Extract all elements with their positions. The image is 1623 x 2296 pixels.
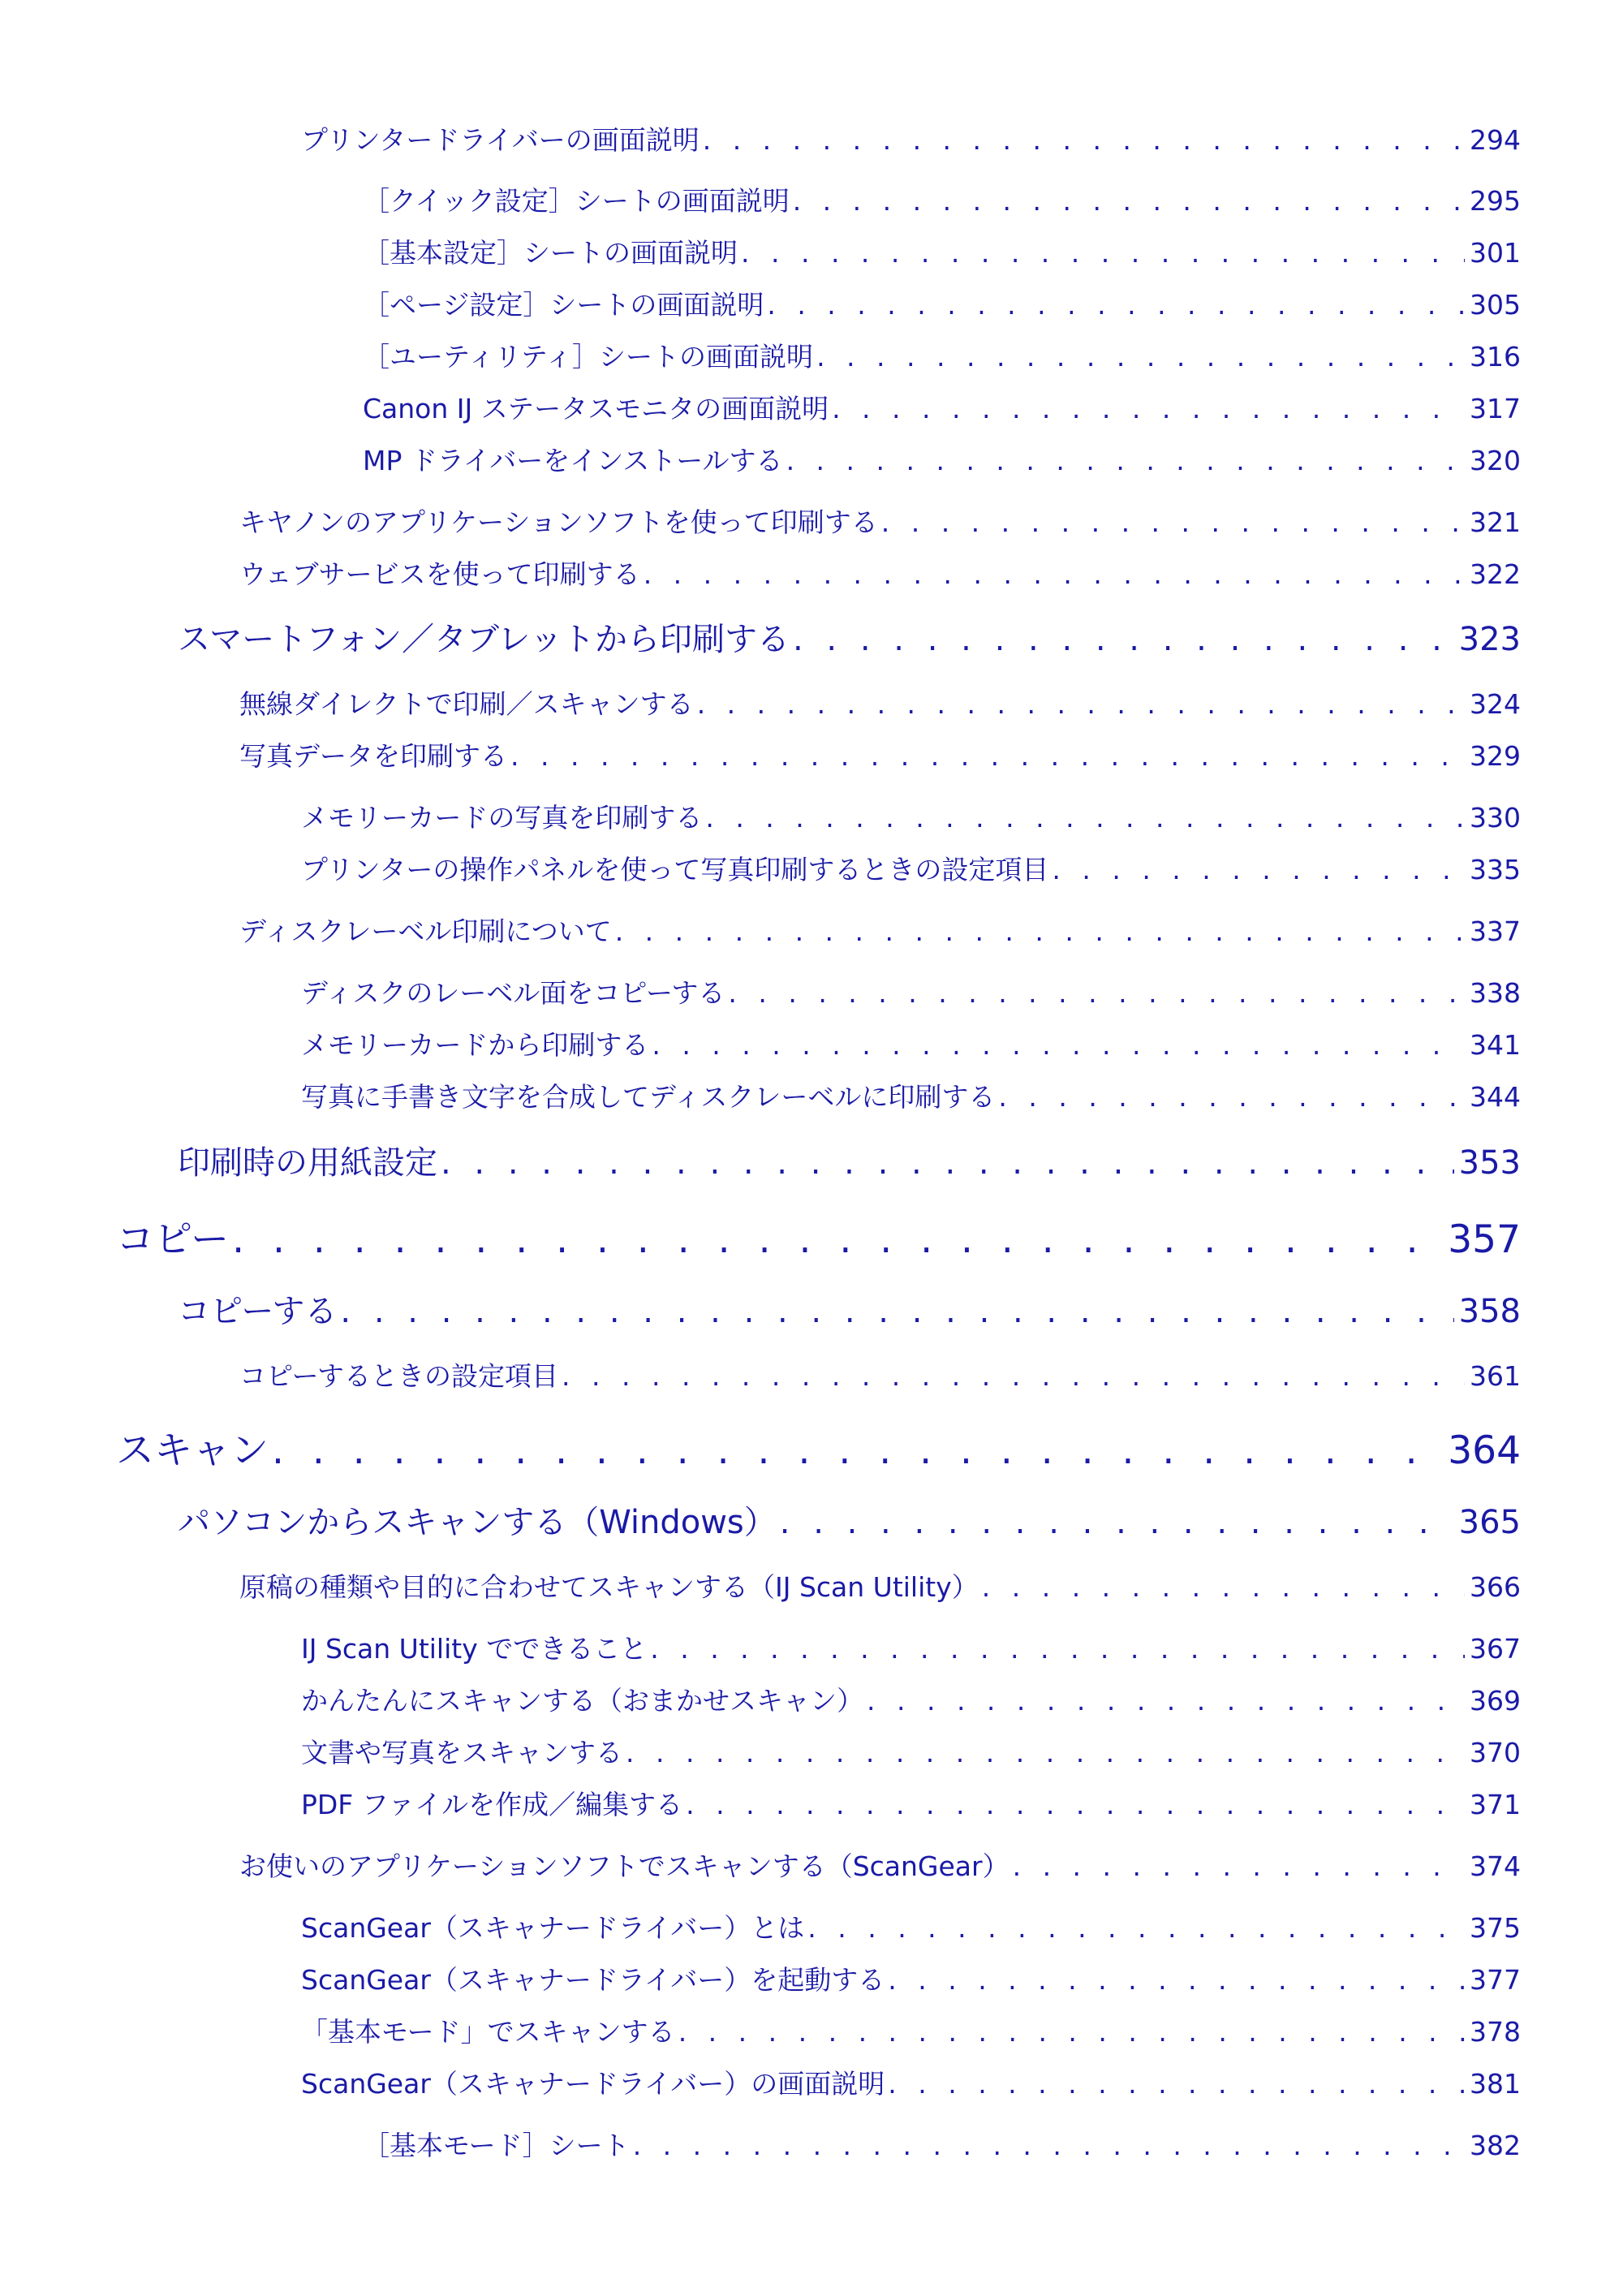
page-number: 301: [1470, 237, 1521, 269]
page-number: 353: [1458, 1144, 1521, 1182]
page-number: 321: [1470, 506, 1521, 538]
page-number: 330: [1470, 802, 1521, 834]
page-number: 322: [1470, 558, 1521, 590]
dot-leader: [888, 1964, 1465, 1996]
toc-entry-scan-by-purpose[interactable]: 原稿の種類や目的に合わせてスキャンする（IJ Scan Utility） . . . 366: [239, 1566, 1521, 1605]
toc-entry-auto-scan[interactable]: かんたんにスキャンする（おまかせスキャン） . . . 369: [301, 1680, 1521, 1718]
dot-leader: [272, 1428, 1443, 1473]
toc-entry-pdf-create-edit[interactable]: PDF ファイルを作成／編集する . . . 371: [301, 1784, 1521, 1822]
dot-leader: [626, 1737, 1465, 1768]
dot-leader: [867, 1685, 1465, 1717]
dot-leader: [678, 2016, 1465, 2048]
page-number: 338: [1470, 977, 1521, 1009]
toc-entry-printer-driver-screens[interactable]: プリンタードライバーの画面説明 . . . 294: [301, 119, 1521, 157]
dot-leader: [888, 2068, 1465, 2100]
page-number: 357: [1448, 1217, 1521, 1262]
dot-leader: [697, 688, 1465, 720]
dot-leader: [741, 237, 1465, 269]
toc-entry-copy-disc-label[interactable]: ディスクのレーベル面をコピーする . . . 338: [301, 972, 1521, 1010]
toc-entry-basic-mode-scan[interactable]: 「基本モード」でスキャンする . . . 378: [301, 2011, 1521, 2049]
toc-entry-install-mp-driver[interactable]: MP ドライバーをインストールする . . . 320: [363, 440, 1521, 478]
toc-entry-scangear-screens[interactable]: ScanGear（スキャナードライバー）の画面説明 . . . 381: [301, 2063, 1521, 2101]
page-number: 364: [1448, 1428, 1521, 1473]
dot-leader: [1052, 854, 1465, 885]
toc-entry-web-service-printing[interactable]: ウェブサービスを使って印刷する . . . 322: [239, 554, 1521, 592]
dot-leader: [998, 1081, 1465, 1113]
dot-leader: [816, 341, 1465, 373]
dot-leader: [793, 621, 1454, 658]
page-number: 320: [1470, 445, 1521, 476]
dot-leader: [686, 1789, 1465, 1820]
toc-entry-operation-panel-settings[interactable]: プリンターの操作パネルを使って写真印刷するときの設定項目 . . . 335: [301, 849, 1521, 887]
dot-leader: [562, 1360, 1465, 1392]
toc-entry-smartphone-printing[interactable]: スマートフォン／タブレットから印刷する . . . 323: [178, 614, 1521, 660]
toc-entry-maintenance-sheet[interactable]: ［ユーティリティ］シートの画面説明 . . . 316: [363, 336, 1521, 374]
toc-entry-copying[interactable]: コピーする . . . 358: [178, 1286, 1521, 1332]
page-number: 377: [1470, 1964, 1521, 1996]
dot-leader: [703, 124, 1465, 156]
toc-entry-scan-from-application[interactable]: お使いのアプリケーションソフトでスキャンする（ScanGear） . . . 374: [239, 1846, 1521, 1884]
page-number: 382: [1470, 2130, 1521, 2161]
toc-entry-start-scangear[interactable]: ScanGear（スキャナードライバー）を起動する . . . 377: [301, 1959, 1521, 1997]
dot-leader: [705, 802, 1465, 834]
dot-leader: [881, 506, 1465, 538]
toc-entry-scan-from-pc[interactable]: パソコンからスキャンする（Windows） . . . 365: [178, 1497, 1521, 1543]
page-number: 361: [1470, 1360, 1521, 1392]
dot-leader: [767, 289, 1465, 321]
toc-chapter-copy[interactable]: コピー . . . 357: [116, 1209, 1521, 1264]
toc-entry-scan-documents-photos[interactable]: 文書や写真をスキャンする . . . 370: [301, 1732, 1521, 1770]
toc-entry-wireless-direct[interactable]: 無線ダイレクトで印刷／スキャンする . . . 324: [239, 683, 1521, 722]
page-number: 337: [1470, 915, 1521, 947]
toc-entry-what-is-scangear[interactable]: ScanGear（スキャナードライバー）とは . . . 375: [301, 1907, 1521, 1945]
dot-leader: [650, 1633, 1465, 1665]
dot-leader: [982, 1571, 1465, 1603]
toc-entry-main-sheet[interactable]: ［基本設定］シートの画面説明 . . . 301: [363, 232, 1521, 270]
toc-entry-memory-card-photos[interactable]: メモリーカードの写真を印刷する . . . 330: [301, 797, 1521, 835]
dot-leader: [644, 558, 1465, 590]
dot-leader: [786, 445, 1465, 476]
page-number: 341: [1470, 1029, 1521, 1061]
toc-entry-print-from-memory-card[interactable]: メモリーカードから印刷する . . . 341: [301, 1024, 1521, 1062]
page-number: 344: [1470, 1081, 1521, 1113]
toc-entry-paper-settings[interactable]: 印刷時の用紙設定 . . . 353: [178, 1137, 1521, 1183]
dot-leader: [807, 1912, 1465, 1944]
toc-entry-photo-data-printing[interactable]: 写真データを印刷する . . . 329: [239, 735, 1521, 773]
toc-entry-status-monitor[interactable]: Canon IJ ステータスモニタの画面説明 . . . 317: [363, 388, 1521, 426]
page-number: 294: [1470, 124, 1521, 156]
dot-leader: [780, 1504, 1454, 1541]
page-number: 370: [1470, 1737, 1521, 1768]
dot-leader: [615, 915, 1465, 947]
page-number: 369: [1470, 1685, 1521, 1717]
page-number: 367: [1470, 1633, 1521, 1665]
page-number: 324: [1470, 688, 1521, 720]
page-number: 335: [1470, 854, 1521, 885]
page-number: 365: [1458, 1504, 1521, 1541]
dot-leader: [340, 1293, 1453, 1330]
toc-entry-disc-label-printing[interactable]: ディスクレーベル印刷について . . . 337: [239, 911, 1521, 949]
toc-entry-copy-settings[interactable]: コピーするときの設定項目 . . . 361: [239, 1355, 1521, 1394]
page-number: 295: [1470, 185, 1521, 217]
dot-leader: [633, 2130, 1465, 2161]
page-number: 371: [1470, 1789, 1521, 1820]
dot-leader: [510, 740, 1465, 772]
dot-leader: [441, 1144, 1454, 1182]
toc-entry-quick-setup-sheet[interactable]: ［クイック設定］シートの画面説明 . . . 295: [363, 180, 1521, 218]
page-number: 329: [1470, 740, 1521, 772]
dot-leader: [832, 393, 1465, 424]
toc-entry-canon-app-printing[interactable]: キヤノンのアプリケーションソフトを使って印刷する . . . 321: [239, 502, 1521, 540]
page-number: 378: [1470, 2016, 1521, 2048]
toc-chapter-scan[interactable]: スキャン . . . 364: [116, 1420, 1521, 1475]
page-number: 317: [1470, 393, 1521, 424]
page-number: 375: [1470, 1912, 1521, 1944]
page-number: 381: [1470, 2068, 1521, 2100]
page-number: 323: [1458, 621, 1521, 658]
toc-entry-basic-mode-tab[interactable]: ［基本モード］シート . . . 382: [363, 2125, 1521, 2163]
page-number: 366: [1470, 1571, 1521, 1603]
toc-entry-page-setup-sheet[interactable]: ［ページ設定］シートの画面説明 . . . 305: [363, 284, 1521, 322]
page-number: 358: [1458, 1293, 1521, 1330]
page-number: 374: [1470, 1850, 1521, 1882]
toc-entry-ij-scan-utility-features[interactable]: IJ Scan Utility でできること . . . 367: [301, 1628, 1521, 1666]
page-number: 305: [1470, 289, 1521, 321]
dot-leader: [793, 185, 1465, 217]
dot-leader: [728, 977, 1465, 1009]
dot-leader: [232, 1217, 1443, 1262]
dot-leader: [1013, 1850, 1465, 1882]
page-number: 316: [1470, 341, 1521, 373]
toc-entry-handwritten-disc-label[interactable]: 写真に手書き文字を合成してディスクレーベルに印刷する . . . 344: [301, 1076, 1521, 1114]
dot-leader: [652, 1029, 1465, 1061]
